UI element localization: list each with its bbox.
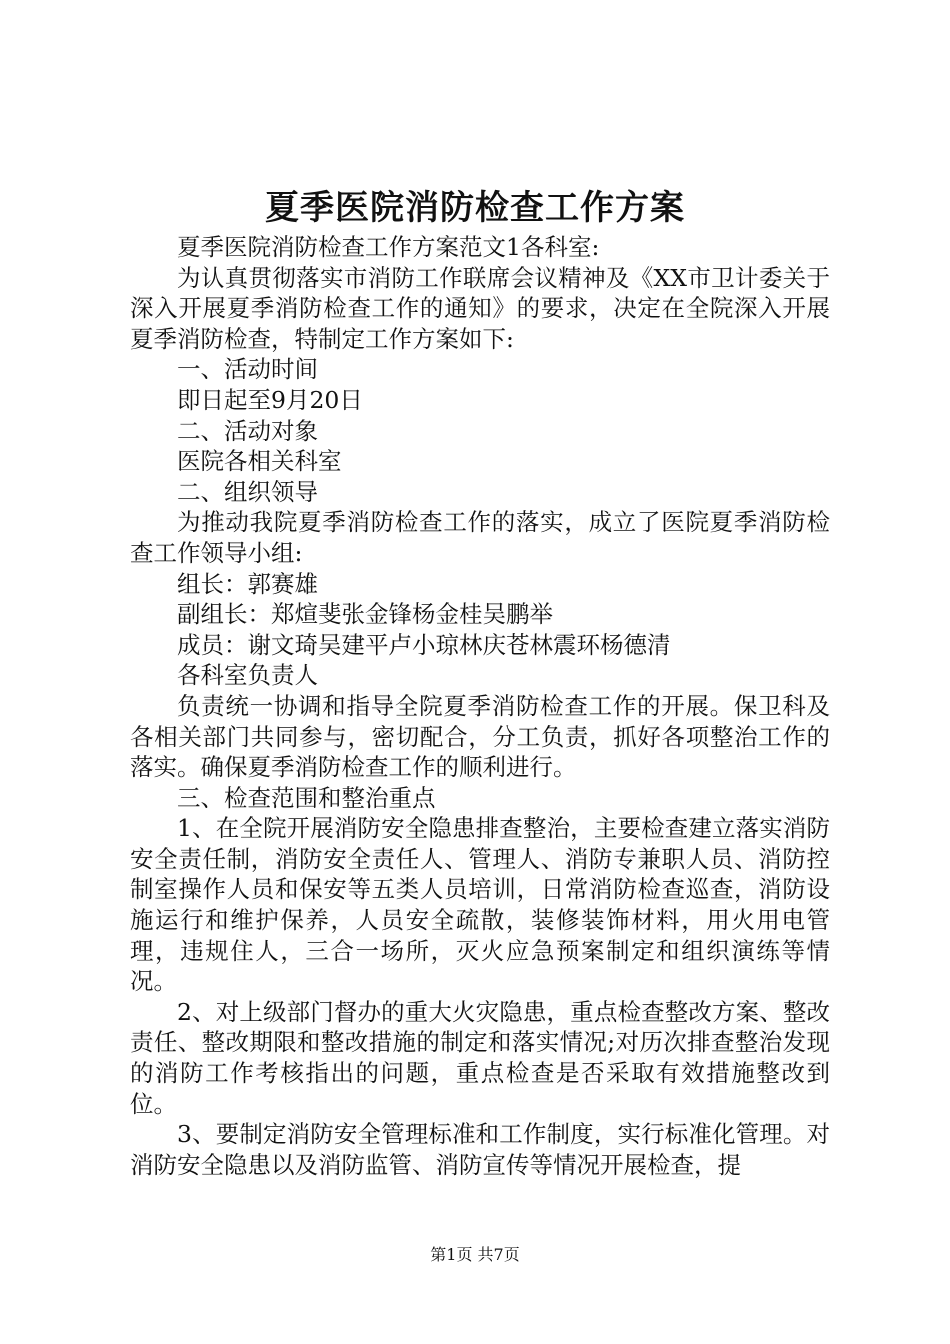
paragraph: 夏季医院消防检查工作方案范文1各科室: xyxy=(177,233,600,261)
section-heading: 二、活动对象 xyxy=(177,416,318,445)
document-body xyxy=(130,232,830,1180)
paragraph: 各科室负责人 xyxy=(177,661,318,690)
document-title: 夏季医院消防检查工作方案 xyxy=(265,188,685,228)
paragraph: 1、在全院开展消防安全隐患排查整治，主要检查建立落实消防安全责任制，消防安全责任人、管理人、消防专兼职人员、消防控制室操作人员和保安等五类人员培训，日常消防检查巡查，消防设施运行和维护保养，人员安全疏散，装修装饰材料，用火用电管理，违规住人，三合一场所，灭火应急预案制定和组织演练等情况。 xyxy=(130,814,830,996)
paragraph: 为认真贯彻落实市消防工作联席会议精神及《XX市卫计委关于深入开展夏季消防检查工作的通知》的要求，决定在全院深入开展夏季消防检查，特制定工作方案如下: xyxy=(130,263,830,353)
paragraph: 医院各相关科室 xyxy=(177,447,342,476)
paragraph: 成员：谢文琦吴建平卢小琼林庆苍林震环杨德清 xyxy=(177,630,671,659)
paragraph: 2、对上级部门督办的重大火灾隐患，重点检查整改方案、整改责任、整改期限和整改措施的制定和落实情况;对历次排查整治发现的消防工作考核指出的问题，重点检查是否采取有效措施整改到位。 xyxy=(130,997,830,1118)
paragraph: 负责统一协调和指导全院夏季消防检查工作的开展。保卫科及各相关部门共同参与，密切配合，分工负责，抓好各项整治工作的落实。确保夏季消防检查工作的顺利进行。 xyxy=(130,691,830,782)
section-heading: 三、检查范围和整治重点 xyxy=(177,783,436,812)
paragraph: 3、要制定消防安全管理标准和工作制度，实行标准化管理。对消防安全隐患以及消防监管、消防宣传等情况开展检查，提 xyxy=(130,1120,830,1179)
paragraph: 组长：郭赛雄 xyxy=(177,569,318,598)
section-heading: 一、活动时间 xyxy=(177,355,318,384)
paragraph: 副组长：郑煊斐张金锋杨金桂吴鹏举 xyxy=(177,600,553,629)
paragraph: 即日起至9月20日 xyxy=(177,385,363,414)
section-heading: 二、组织领导 xyxy=(177,477,318,506)
page-footer: 第1页 共7页 xyxy=(430,1245,520,1264)
paragraph: 为推动我院夏季消防检查工作的落实，成立了医院夏季消防检查工作领导小组: xyxy=(130,508,830,567)
